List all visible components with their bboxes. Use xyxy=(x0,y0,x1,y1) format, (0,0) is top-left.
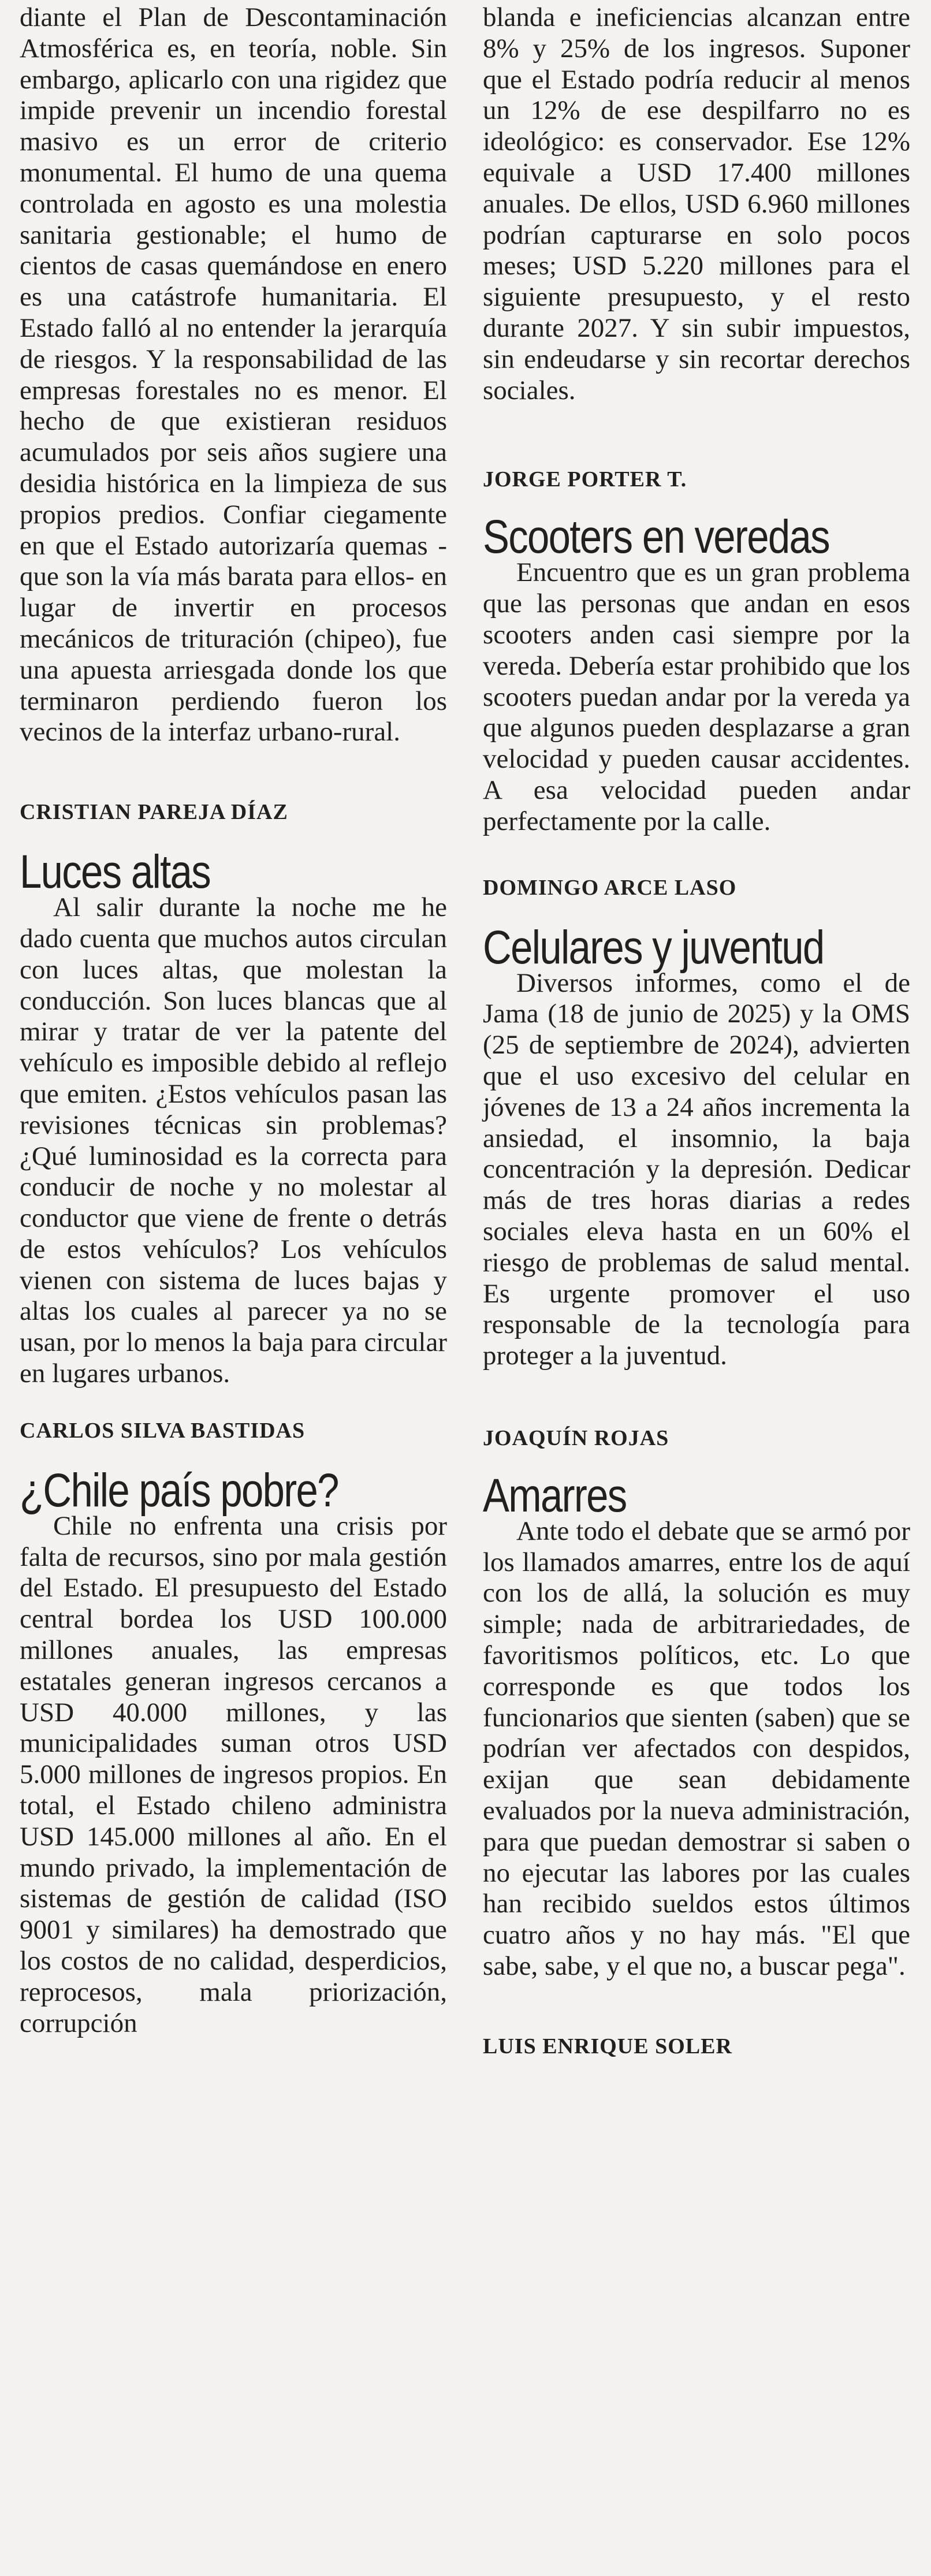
letter-headline: Scooters en veredas xyxy=(483,511,829,564)
letter-body: Chile no enfrenta una crisis por falta de recursos, sino por mala gestión del Estado. El presupuesto del Estado central bordea los USD 100.000 millones anuales, las empresas estatales generan ingresos cercanos a USD 40.000 millones, y las municipalidades suman otros USD 5.000 millones de ingresos propios. En total, el Estado chileno administra USD 145.000 millones al año. En el mundo privado, la implementación de sistemas de gestión de calidad (ISO 9001 y similares) ha demostrado que los costos de no calidad, desperdicios, reprocesos, mala priorización, corrupción xyxy=(20,1510,447,2038)
right-column xyxy=(483,0,910,2060)
letter-author: CARLOS SILVA BASTIDAS xyxy=(20,1418,306,1443)
letter-author: JOAQUÍN ROJAS xyxy=(483,1425,669,1450)
letter-headline: Amarres xyxy=(483,1469,627,1522)
letter-body: Diversos informes, como el de Jama (18 de junio de 2025) y la OMS (25 de septiembre de 2024), advierten que el uso excesivo del celular en jóvenes de 13 a 24 años incrementa la ansiedad, el insomnio, la baja concentración y la depresión. Dedicar más de tres horas diarias a redes sociales eleva hasta en un 60% el riesgo de problemas de salud mental. Es urgente promover el uso responsable de la tecnología para proteger a la juventud. xyxy=(483,967,910,1371)
continued-letter-text: diante el Plan de Descontaminación Atmosférica es, en teoría, noble. Sin embargo, aplicarlo con una rigidez que impide prevenir un incendio forestal masivo es un error de criterio monumental. El humo de una quema controlada en agosto es una molestia sanitaria gestionable; el humo de cientos de casas quemándose en enero es una catástrofe humanitaria. El Estado falló al no entender la jerarquía de riesgos. Y la responsabilidad de las empresas forestales no es menor. El hecho de que existieran residuos acumulados por seis años sugiere una desidia histórica en la limpieza de sus propios predios. Confiar ciegamente en que el Estado autorizaría quemas -que son la vía más barata para ellos- en lugar de invertir en procesos mecánicos de trituración (chipeo), fue una apuesta arriesgada donde los que terminaron perdiendo fueron los vecinos de la interfaz urbano-rural. xyxy=(20,2,447,747)
letter-headline: Celulares y juventud xyxy=(483,921,824,974)
letter-author: JORGE PORTER T. xyxy=(483,467,687,492)
letter-body: Encuentro que es un gran problema que las personas que andan en esos scooters anden casi siempre por la vereda. Debería estar prohibido que los scooters puedan andar por la vereda ya que algunos pueden desplazarse a gran velocidad y pueden causar accidentes. A esa velocidad pueden andar perfectamente por la calle. xyxy=(483,557,910,836)
letter-author: DOMINGO ARCE LASO xyxy=(483,875,737,900)
letter-author: LUIS ENRIQUE SOLER xyxy=(483,2034,732,2058)
continued-letter-text: blanda e ineficiencias alcanzan entre 8% y 25% de los ingresos. Suponer que el Estado podría reducir al menos un 12% de ese despilfarro no es ideológico: es conservador. Ese 12% equivale a USD 17.400 millones anuales. De ellos, USD 6.960 millones podrían capturarse en solo pocos meses; USD 5.220 millones para el siguiente presupuesto, y el resto durante 2027. Y sin subir impuestos, sin endeudarse y sin recortar derechos sociales. xyxy=(483,2,910,405)
left-column xyxy=(20,0,447,2039)
letter-headline: ¿Chile país pobre? xyxy=(20,1464,338,1517)
letter-headline: Luces altas xyxy=(20,846,210,899)
letter-author: CRISTIAN PAREJA DÍAZ xyxy=(20,800,288,825)
letter-body: Al salir durante la noche me he dado cuenta que muchos autos circulan con luces altas, que molestan la conducción. Son luces blancas que al mirar y tratar de ver la patente del vehículo es imposible debido al reflejo que emiten. ¿Estos vehículos pasan las revisiones técnicas sin problemas? ¿Qué luminosidad es la correcta para conducir de noche y no molestar al conductor que viene de frente o detrás de estos vehículos? Los vehículos vienen con sistema de luces bajas y altas los cuales al parecer ya no se usan, por lo menos la baja para circular en lugares urbanos. xyxy=(20,892,447,1389)
letter-body: Ante todo el debate que se armó por los llamados amarres, entre los de aquí con los de allá, la solución es muy simple; nada de arbitrariedades, de favoritismos políticos, etc. Lo que corresponde es que todos los funcionarios que sienten (saben) que se podrían ver afectados con despidos, exijan que sean debidamente evaluados por la nueva administración, para que puedan demostrar si saben o no ejecutar las labores por las cuales han recibido sueldos estos últimos cuatro años y no hay más. "El que sabe, sabe, y el que no, a buscar pega". xyxy=(483,1516,910,1982)
